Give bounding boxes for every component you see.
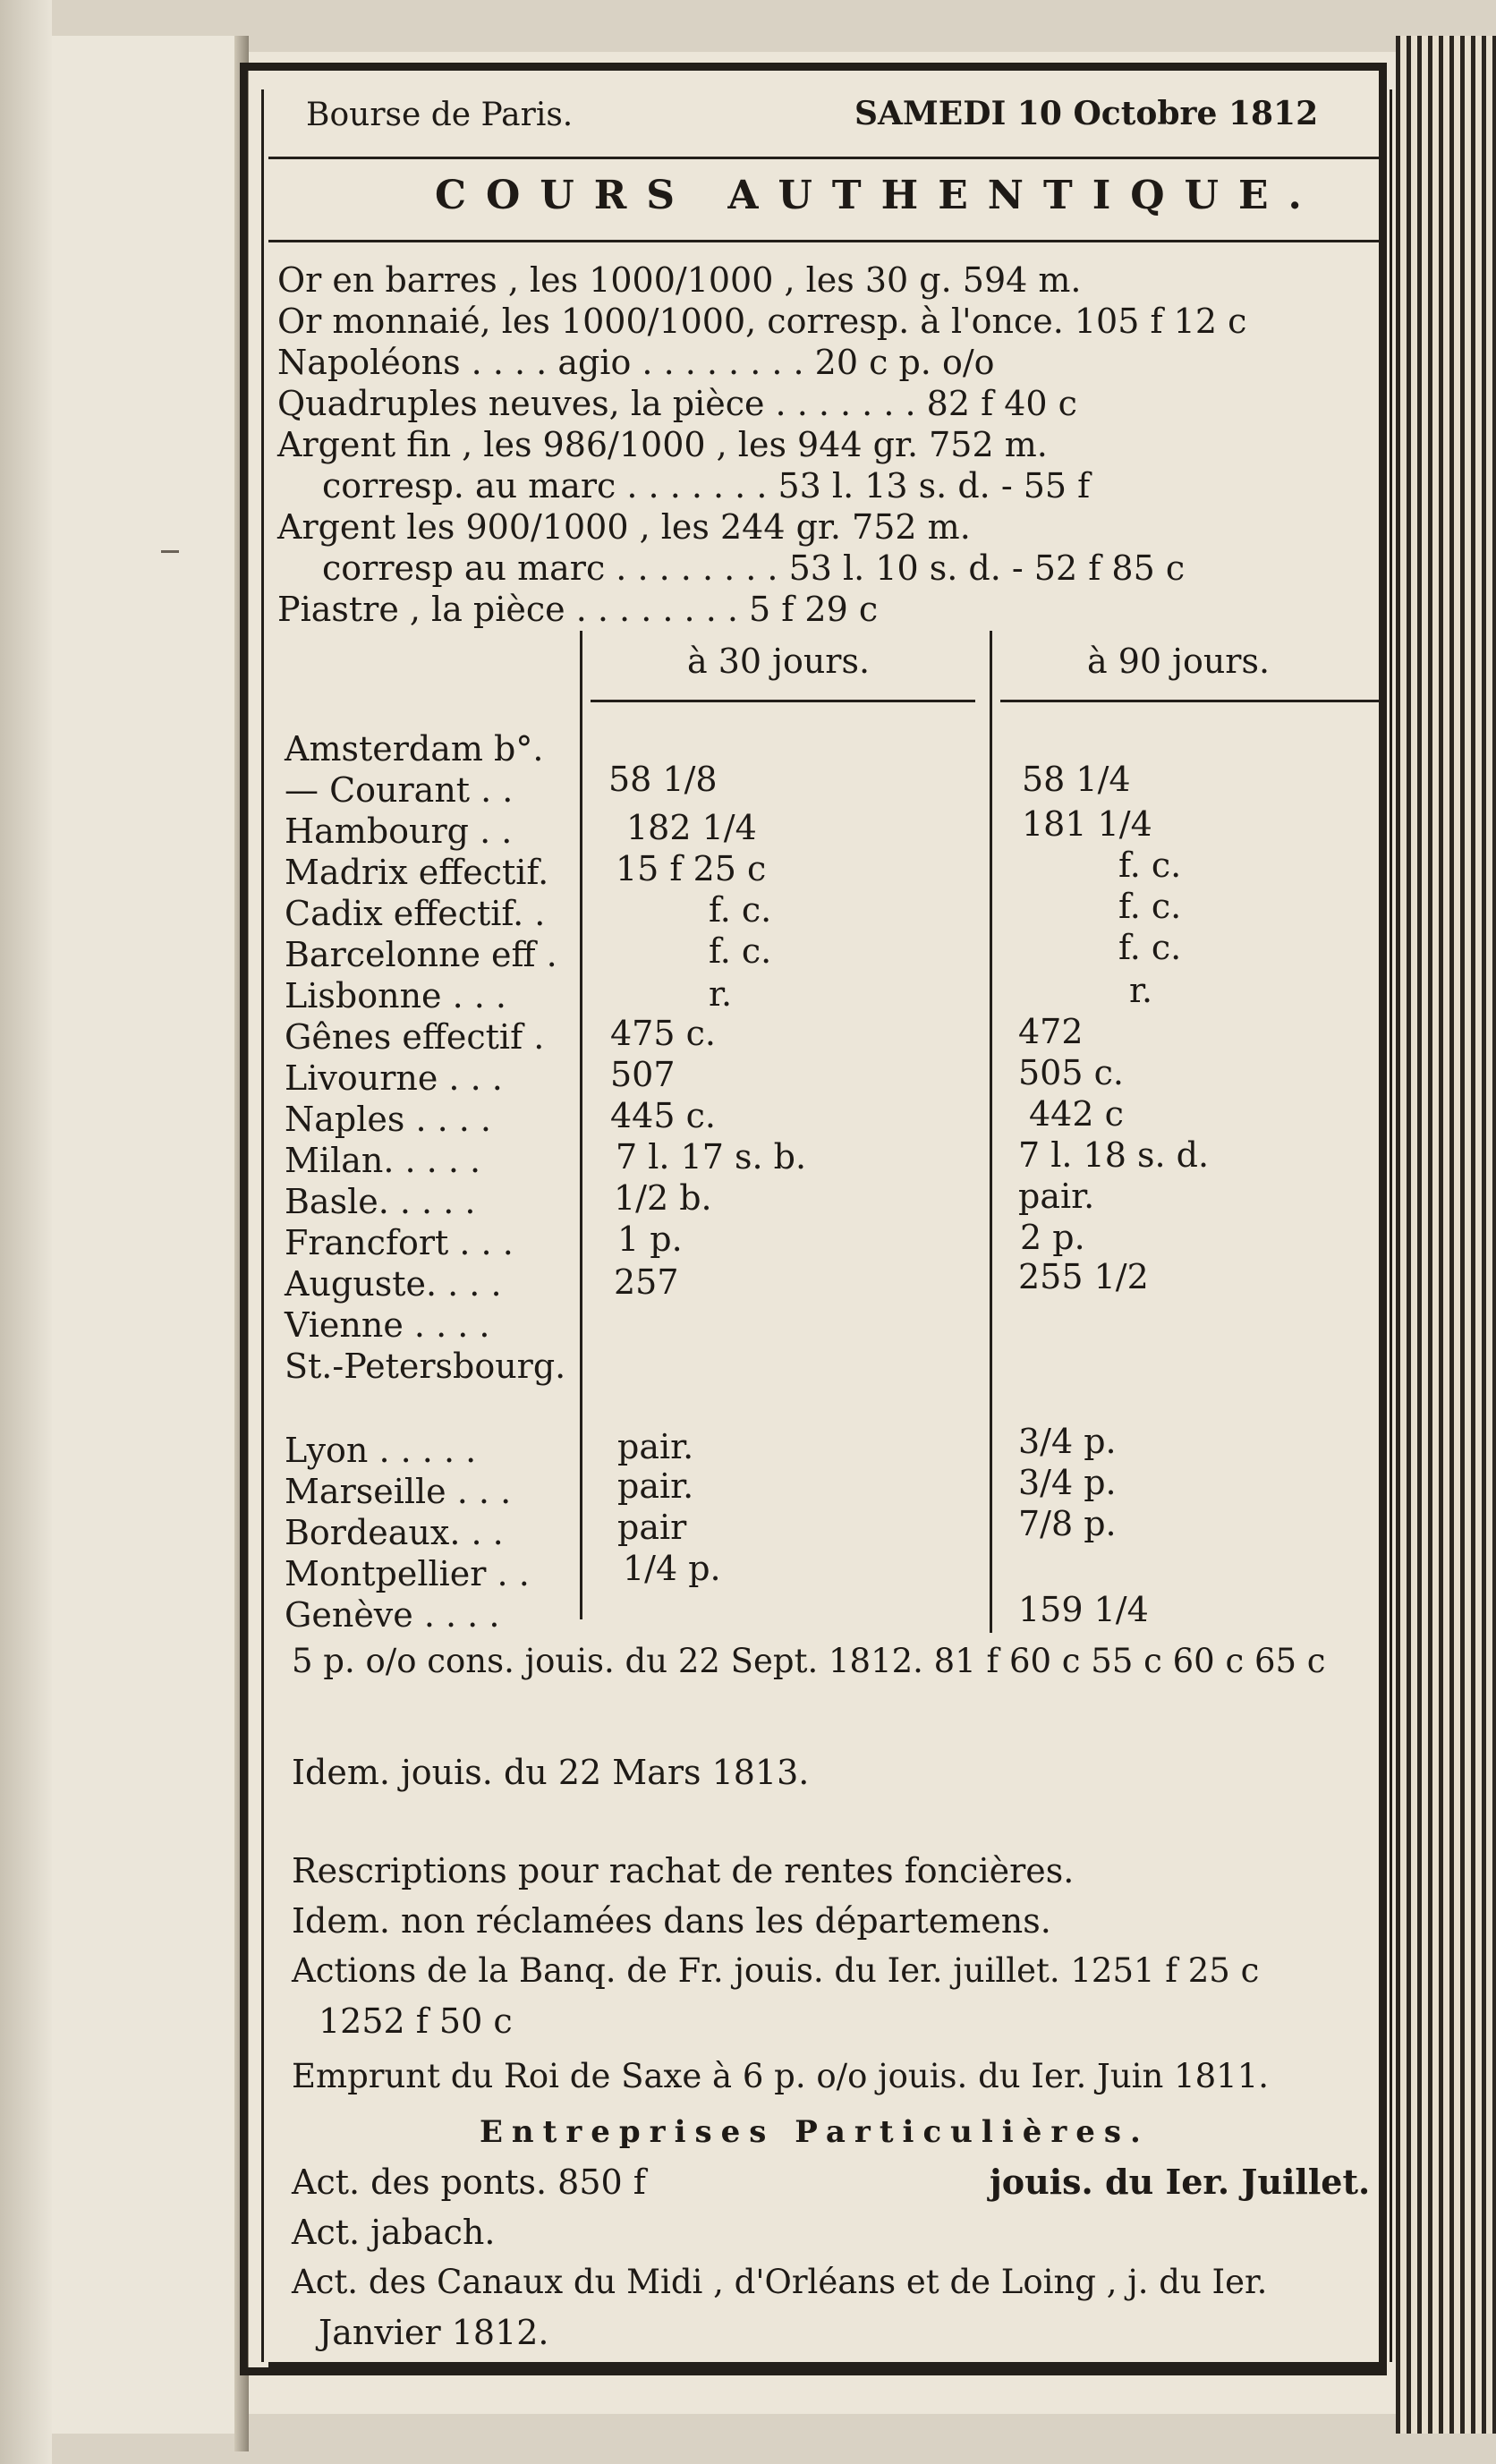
- place-montpellier: Montpellier . .: [285, 1554, 530, 1593]
- col-90-rule: [1000, 700, 1387, 702]
- rate-90-bordeaux: 7/8 p.: [1018, 1504, 1117, 1543]
- place-genes: Gênes effectif .: [285, 1017, 545, 1057]
- consolides-line: 5 p. o/o cons. jouis. du 22 Sept. 1812. 81 f 60 c 55 c 60 c 65 c: [292, 1642, 1326, 1680]
- rate-30-naples: 445 c.: [610, 1096, 716, 1135]
- rate-90-geneve: 159 1/4: [1018, 1590, 1149, 1629]
- page-mark: [161, 550, 179, 553]
- metal-line-3: Napoléons . . . . agio . . . . . . . . 20 c p. o/o: [277, 343, 995, 382]
- page-edges: [1396, 36, 1496, 2434]
- rate-90-hambourg: 181 1/4: [1022, 804, 1152, 844]
- metal-line-2: Or monnaié, les 1000/1000, corresp. à l'once. 105 f 12 c: [277, 302, 1247, 341]
- rate-30-francfort: 1 p.: [617, 1219, 683, 1259]
- rate-90-milan: 7 l. 18 s. d.: [1018, 1135, 1210, 1175]
- rate-30-basle: 1/2 b.: [614, 1178, 712, 1218]
- bottom-rule: [268, 2362, 1387, 2367]
- rate-30-marseille: pair.: [617, 1466, 694, 1506]
- ponts-left: Act. des ponts. 850 f: [292, 2162, 646, 2202]
- rate-30-auguste: 257: [614, 1262, 679, 1302]
- col-30-header: à 30 jours.: [687, 641, 871, 681]
- rate-30-lisbonne: r.: [709, 974, 733, 1014]
- canaux-line-2: Janvier 1812.: [319, 2313, 549, 2352]
- banque-line-2: 1252 f 50 c: [319, 2001, 513, 2041]
- entreprises-heading: Entreprises Particulières.: [480, 2114, 1150, 2150]
- rate-30-madrix: 15 f 25 c: [616, 849, 767, 888]
- rate-90-lisbonne: r.: [1129, 971, 1153, 1010]
- page-title: COURS AUTHENTIQUE.: [435, 173, 1322, 218]
- date-label: SAMEDI 10 Octobre 1812: [854, 95, 1319, 132]
- place-petersbourg: St.-Petersbourg.: [285, 1347, 566, 1386]
- rate-90-barcelonne: f. c.: [1118, 928, 1182, 967]
- rate-30-livourne: 507: [610, 1055, 676, 1094]
- rate-90-francfort: 2 p.: [1020, 1218, 1085, 1257]
- left-page-strip: [0, 0, 52, 2464]
- metal-line-1: Or en barres , les 1000/1000 , les 30 g. 594 m.: [277, 260, 1082, 300]
- rescriptions-line: Rescriptions pour rachat de rentes foncières.: [292, 1851, 1075, 1890]
- header-rule: [268, 157, 1387, 159]
- rate-30-cadix: f. c.: [709, 890, 772, 930]
- place-madrix: Madrix effectif.: [285, 853, 549, 892]
- rate-30-bordeaux: pair: [617, 1508, 687, 1547]
- metal-line-7: Argent les 900/1000 , les 244 gr. 752 m.: [277, 507, 971, 547]
- rate-30-milan: 7 l. 17 s. b.: [616, 1137, 807, 1177]
- metal-line-5: Argent fin , les 986/1000 , les 944 gr. 752 m.: [277, 425, 1048, 464]
- rate-30-genes: 475 c.: [610, 1014, 716, 1053]
- col-90-header: à 90 jours.: [1087, 641, 1271, 681]
- place-geneve: Genève . . . .: [285, 1595, 500, 1635]
- place-livourne: Livourne . . .: [285, 1058, 503, 1098]
- column-divider-2: [990, 631, 992, 1633]
- rate-90-cadix: f. c.: [1118, 887, 1182, 926]
- banque-line: Actions de la Banq. de Fr. jouis. du Ier. juillet. 1251 f 25 c: [292, 1951, 1260, 1990]
- place-vienne: Vienne . . . .: [285, 1305, 490, 1345]
- metal-line-8: corresp au marc . . . . . . . . 53 l. 10 s. d. - 52 f 85 c: [322, 548, 1186, 588]
- bourse-label: Bourse de Paris.: [306, 97, 574, 133]
- rate-90-livourne: 505 c.: [1018, 1053, 1124, 1092]
- rate-90-auguste: 255 1/2: [1018, 1257, 1149, 1296]
- place-cadix: Cadix effectif. .: [285, 894, 546, 933]
- place-basle: Basle. . . . .: [285, 1182, 476, 1221]
- place-lyon: Lyon . . . . .: [285, 1431, 477, 1470]
- place-amsterdam: Amsterdam b°.: [285, 729, 544, 769]
- rate-90-naples: 442 c: [1029, 1094, 1124, 1134]
- idem-departemens-line: Idem. non réclamées dans les départemens.: [292, 1901, 1051, 1941]
- metal-line-9: Piastre , la pièce . . . . . . . . 5 f 29 c: [277, 590, 879, 629]
- place-hambourg: Hambourg . .: [285, 811, 513, 851]
- rate-30-montpellier: 1/4 p.: [623, 1549, 721, 1588]
- rate-90-madrix: f. c.: [1118, 845, 1182, 885]
- canaux-line: Act. des Canaux du Midi , d'Orléans et de Loing , j. du Ier.: [292, 2263, 1268, 2301]
- ponts-right: jouis. du Ier. Juillet.: [990, 2162, 1371, 2202]
- rate-30-barcelonne: f. c.: [709, 931, 772, 971]
- rate-90-courant: 58 1/4: [1022, 760, 1131, 799]
- metal-line-4: Quadruples neuves, la pièce . . . . . . . 82 f 40 c: [277, 384, 1077, 423]
- metal-line-6: corresp. au marc . . . . . . . 53 l. 13 s. d. - 55 f: [322, 466, 1091, 506]
- place-milan: Milan. . . . .: [285, 1141, 481, 1180]
- place-bordeaux: Bordeaux. . .: [285, 1513, 504, 1552]
- facing-page: [52, 36, 244, 2434]
- rate-30-hambourg: 182 1/4: [626, 808, 757, 847]
- column-divider-1: [580, 631, 582, 1619]
- idem-mars-line: Idem. jouis. du 22 Mars 1813.: [292, 1753, 810, 1792]
- place-lisbonne: Lisbonne . . .: [285, 976, 507, 1015]
- place-courant: — Courant . .: [285, 770, 514, 810]
- jabach-line: Act. jabach.: [292, 2213, 496, 2252]
- rate-30-lyon: pair.: [617, 1427, 694, 1466]
- saxe-line: Emprunt du Roi de Saxe à 6 p. o/o jouis. du Ier. Juin 1811.: [292, 2057, 1270, 2095]
- rate-90-basle: pair.: [1018, 1177, 1095, 1216]
- rate-90-marseille: 3/4 p.: [1018, 1463, 1117, 1502]
- place-marseille: Marseille . . .: [285, 1472, 512, 1511]
- col-30-rule: [591, 700, 975, 702]
- title-rule: [268, 240, 1387, 242]
- place-francfort: Francfort . . .: [285, 1223, 514, 1262]
- rate-90-genes: 472: [1018, 1012, 1084, 1051]
- rate-90-lyon: 3/4 p.: [1018, 1422, 1117, 1461]
- place-auguste: Auguste. . . .: [285, 1264, 502, 1304]
- place-barcelonne: Barcelonne eff .: [285, 935, 557, 974]
- place-naples: Naples . . . .: [285, 1100, 492, 1139]
- rate-30-courant: 58 1/8: [608, 760, 718, 799]
